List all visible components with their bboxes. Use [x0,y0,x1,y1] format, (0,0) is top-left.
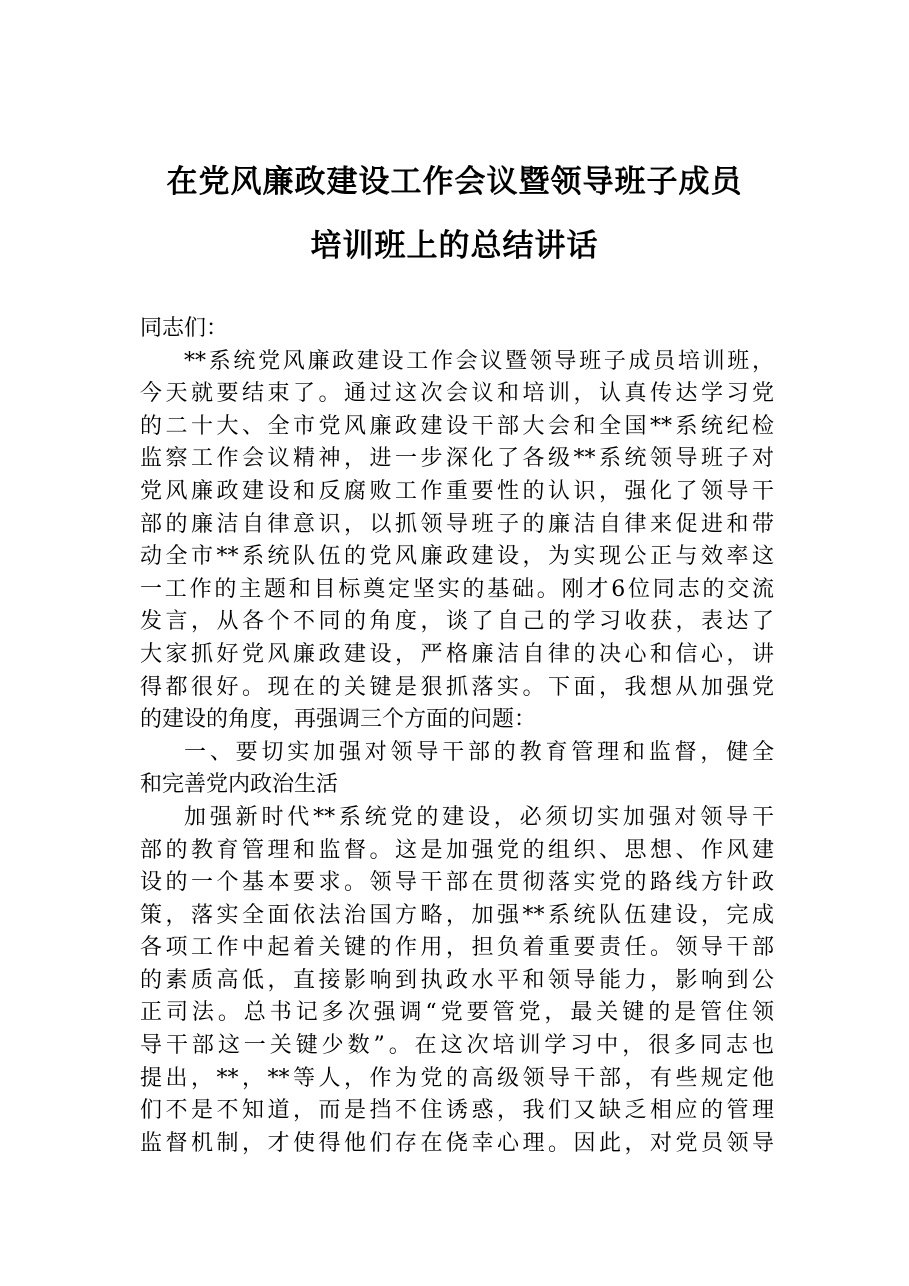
document-title-line-1: 在党风廉政建设工作会议暨领导班子成员 [166,164,743,200]
body-line: 得都很好。现在的关键是狠抓落实。下面，我想从加强党 [140,674,774,700]
body-line: 动全市**系统队伍的党风廉政建设，为实现公正与效率这 [140,544,774,570]
body-line: 设的一个基本要求。领导干部在贯彻落实党的路线方针政 [140,870,774,896]
body-line: 的素质高低，直接影响到执政水平和领导能力，影响到公 [140,967,774,993]
body-line: 加强新时代**系统党的建设，必须切实加强对领导干 [184,804,774,830]
body-line: 的建设的角度，再强调三个方面的问题： [140,707,537,733]
body-line: 今天就要结束了。通过这次会议和培训，认真传达学习党 [140,381,774,407]
section-heading-line: 一、要切实加强对领导干部的教育管理和监督，健全 [184,739,774,765]
body-line: 大家抓好党风廉政建设，严格廉洁自律的决心和信心，讲 [140,641,774,667]
body-line: 党风廉政建设和反腐败工作重要性的认识，强化了领导干 [140,478,774,504]
body-line: 们不是不知道，而是挡不住诱惑，我们又缺乏相应的管理 [140,1098,774,1124]
body-line: 部的教育管理和监督。这是加强党的组织、思想、作风建 [140,837,774,863]
body-line: 的二十大、全市党风廉政建设干部大会和全国**系统纪检 [140,413,774,439]
salutation: 同志们： [140,316,229,341]
document-title-line-2: 培训班上的总结讲话 [310,228,599,264]
body-line: 提出，**，**等人，作为党的高级领导干部，有些规定他 [140,1065,774,1091]
body-line: **系统党风廉政建设工作会议暨领导班子成员培训班， [184,348,774,374]
body-line: 监督机制，才使得他们存在侥幸心理。因此，对党员领导 [140,1130,774,1156]
body-line: 一工作的主题和目标奠定坚实的基础。刚才6位同志的交流 [140,576,774,602]
body-line: 导干部这一关键少数”。在这次培训学习中，很多同志也 [140,1033,774,1059]
body-line: 正司法。总书记多次强调“党要管党，最关键的是管住领 [140,1000,774,1026]
body-line: 监察工作会议精神，进一步深化了各级**系统领导班子对 [140,446,774,472]
body-line: 策，落实全面依法治国方略，加强**系统队伍建设，完成 [140,902,774,928]
section-heading-line: 和完善党内政治生活 [140,772,339,798]
document-body [140,313,774,1160]
body-line: 部的廉洁自律意识，以抓领导班子的廉洁自律来促进和带 [140,511,774,537]
body-line: 发言，从各个不同的角度，谈了自己的学习收获，表达了 [140,609,774,635]
body-line: 各项工作中起着关键的作用，担负着重要责任。领导干部 [140,935,774,961]
